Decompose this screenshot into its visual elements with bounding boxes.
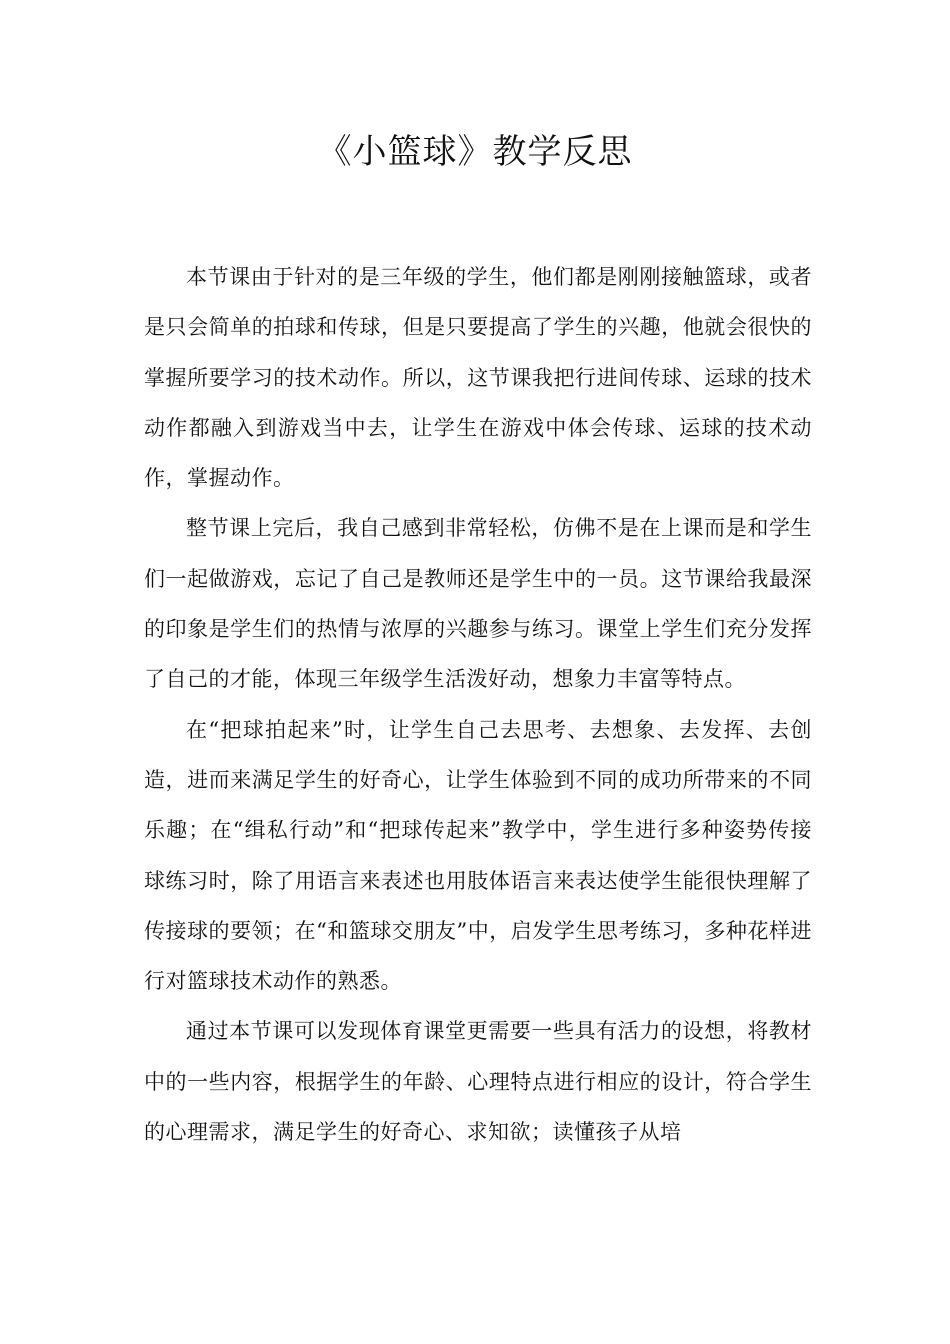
paragraph-4: 通过本节课可以发现体育课堂更需要一些具有活力的设想，将教材中的一些内容，根据学生的年龄、心理特点进行相应的设计，符合学生的心理需求，满足学生的好奇心、求知欲；读懂孩子从培 <box>144 1019 812 1145</box>
paragraph-2: 整节课上完后，我自己感到非常轻松，仿佛不是在上课而是和学生们一起做游戏，忘记了自己是教师还是学生中的一员。这节课给我最深的印象是学生们的热情与浓厚的兴趣参与练习。课堂上学生们充分发挥了自己的才能，体现三年级学生活泼好动，想象力丰富等特点。 <box>144 516 812 692</box>
paragraph-3: 在“把球拍起来”时，让学生自己去思考、去想象、去发挥、去创造，进而来满足学生的好奇心，让学生体验到不同的成功所带来的不同乐趣；在“缉私行动”和“把球传起来”教学中，学生进行多种姿势传接球练习时，除了用语言来表述也用肢体语言来表达使学生能很快理解了传接球的要领；在“和篮球交朋友”中，启发学生思考练习，多种花样进行对篮球技术动作的熟悉。 <box>144 717 812 994</box>
document-title: 《小篮球》教学反思 <box>317 132 633 172</box>
document-body <box>144 252 812 1157</box>
paragraph-1: 本节课由于针对的是三年级的学生，他们都是刚刚接触篮球，或者是只会简单的拍球和传球，但是只要提高了学生的兴趣，他就会很快的掌握所要学习的技术动作。所以，这节课我把行进间传球、运球的技术动作都融入到游戏当中去，让学生在游戏中体会传球、运球的技术动作，掌握动作。 <box>144 265 812 491</box>
